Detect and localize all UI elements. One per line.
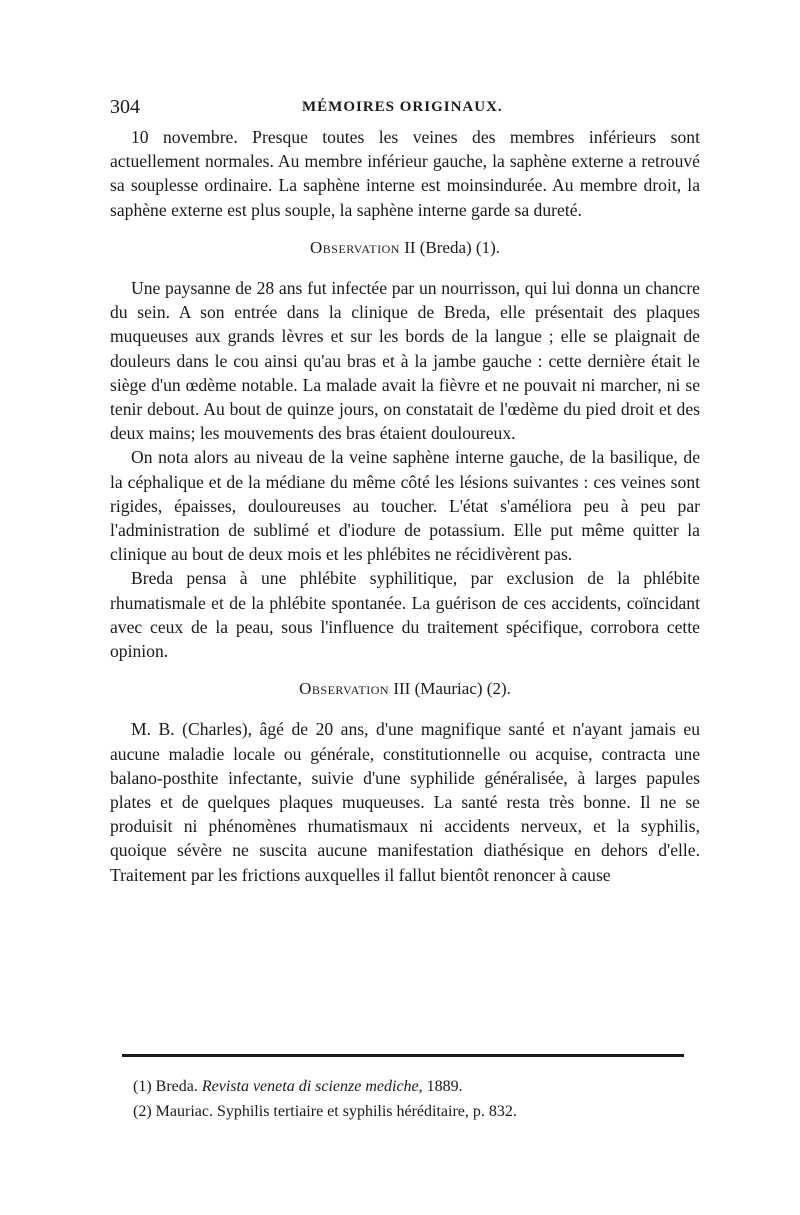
page-number: 304 (110, 96, 140, 118)
footnotes (133, 1074, 693, 1124)
paragraph-continuation: 10 novembre. Presque toutes les veines des membres inférieurs sont actuellement normales. Au membre inférieur gauche, la saphène externe a retrouvé sa souplesse ordinaire. La saphène interne est moinsindurée. Au membre droit, la saphène externe est plus souple, la saphène interne garde sa dureté. (110, 127, 700, 220)
paragraph-obs2-case: Une paysanne de 28 ans fut infectée par un nourrisson, qui lui donna un chancre du sein. A son entrée dans la clinique de Breda, elle présentait des plaques muqueuses aux grands lèvres et sur les bords de la langue ; elle se plaignait de douleurs dans le cou ainsi qu'au bras et à la jambe gauche : cette dernière était le siège d'un œdème notable. La malade avait la fièvre et ne pouvait ni marcher, ni se tenir debout. Au bout de quinze jours, on constatait de l'œdème du pied droit et des deux mains; les mouvements des bras étaient douloureux. (110, 278, 700, 444)
main-text (110, 125, 700, 887)
running-title: MÉMOIRES ORIGINAUX. (302, 99, 503, 115)
page-header (110, 96, 700, 126)
footnote-1-marker: (1) (133, 1078, 152, 1095)
footnote-2-text: Mauriac. Syphilis tertiaire et syphilis héréditaire, p. 832. (155, 1103, 517, 1120)
observation-3-ref: III (Mauriac) (2). (393, 679, 511, 699)
observation-2-label: Observation (309, 237, 400, 257)
footnote-2-marker: (2) (133, 1103, 152, 1120)
footnote-1-author: Breda. (155, 1078, 198, 1095)
paragraph-obs2-lesions: On nota alors au niveau de la veine saphène interne gauche, de la basilique, de la céphalique et de la médiane du même côté les lésions suivantes : ces veines sont rigides, épaisses, douloureuses au toucher. L'état s'améliora peu à peu par l'administration de sublimé et d'iodure de potassium. Elle put même quitter la clinique au bout de deux mois et les phlébites ne récidivèrent pas. (110, 447, 700, 565)
footnote-1-title: Revista veneta di scienze mediche (201, 1078, 419, 1095)
footnote-1-year: , 1889. (418, 1078, 463, 1095)
footnote-1 (133, 1074, 693, 1099)
paragraph-obs2-conclusion: Breda pensa à une phlébite syphilitique, par exclusion de la phlébite rhumatismale et de la phlébite spontanée. La guérison de ces accidents, coïncidant avec ceux de la peau, sous l'influence du traitement spécifique, corrobora cette opinion. (110, 568, 700, 662)
footnote-2 (133, 1099, 693, 1124)
observation-2-heading (110, 236, 700, 260)
paragraph-obs3-case: M. B. (Charles), âgé de 20 ans, d'une magnifique santé et n'ayant jamais eu aucune maladie locale ou générale, constitutionnelle ou acquise, contracta une balano-posthite infectante, suivie d'une syphilide généralisée, à larges papules plates et de quelques plaques muqueuses. La santé resta très bonne. Il ne se produisit ni phénomènes rhumatismaux ni accidents nerveux, et la syphilis, quoique sévère ne suscita aucune manifestation diathésique en dehors d'elle. Traitement par les frictions auxquelles il fallut bientôt renoncer à cause (110, 719, 700, 885)
observation-3-heading (110, 677, 700, 701)
footnote-rule (122, 1054, 684, 1057)
observation-2-ref: II (Breda) (1). (404, 237, 500, 257)
observation-3-label: Observation (299, 679, 390, 699)
